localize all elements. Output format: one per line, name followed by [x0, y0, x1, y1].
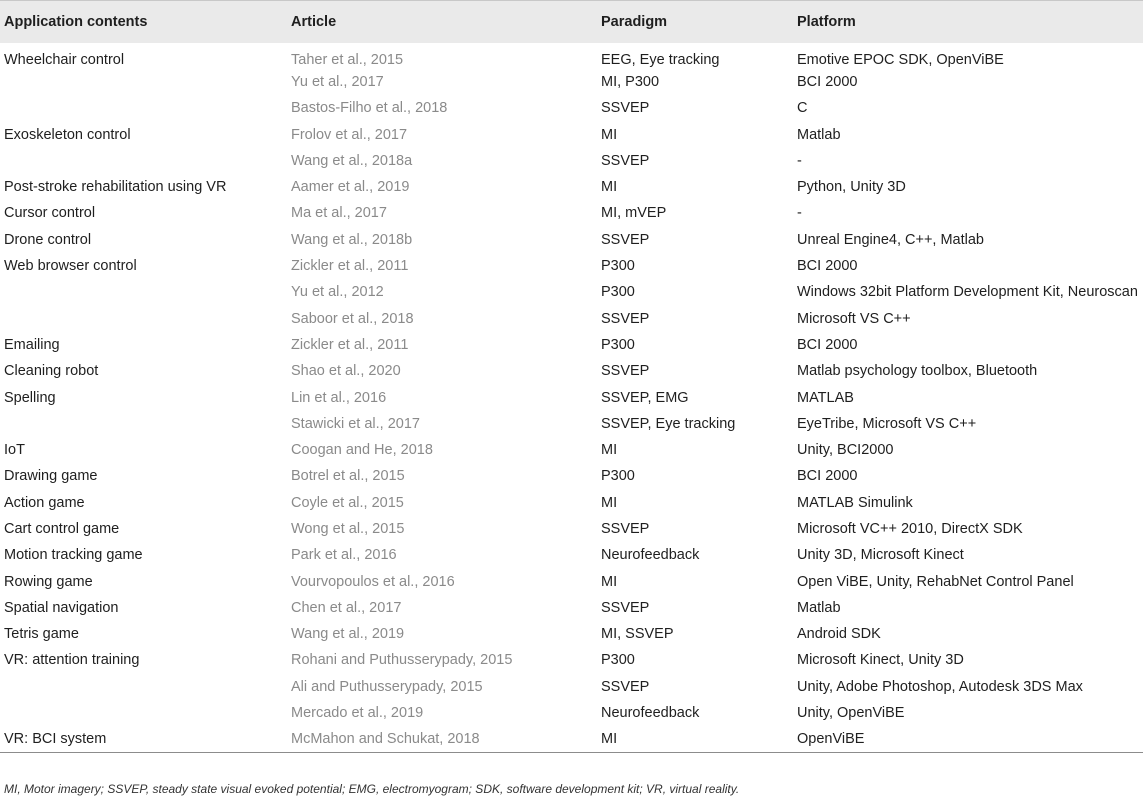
- cell-platform: MATLAB Simulink: [797, 494, 913, 511]
- table-footnote: MI, Motor imagery; SSVEP, steady state visual evoked potential; EMG, electromyogram; SDK, software development kit; VR, virtual reality.: [4, 782, 740, 796]
- table-row: [0, 227, 1143, 253]
- cell-application: [0, 148, 287, 174]
- cell-paradigm: SSVEP: [601, 678, 650, 695]
- cell-article: Yu et al., 2017: [291, 73, 384, 90]
- cell-paradigm: SSVEP: [601, 310, 650, 327]
- table-row: [0, 621, 1143, 647]
- cell-paradigm: P300: [601, 336, 635, 353]
- table-row: [0, 647, 1143, 673]
- cell-application: Wheelchair control: [4, 51, 125, 68]
- table-body: [0, 43, 1143, 753]
- cell-application: Drone control: [4, 231, 92, 248]
- cell-article: Frolov et al., 2017: [291, 126, 408, 143]
- cell-article: Aamer et al., 2019: [291, 179, 410, 196]
- cell-platform: -: [797, 205, 802, 222]
- cell-paradigm: SSVEP: [601, 363, 650, 380]
- cell-platform: Matlab psychology toolbox, Bluetooth: [797, 363, 1038, 380]
- cell-platform: Microsoft Kinect, Unity 3D: [797, 652, 964, 669]
- header-row: [0, 1, 1143, 43]
- table-row: [0, 516, 1143, 542]
- cell-platform: Matlab: [797, 126, 841, 143]
- cell-article: Coyle et al., 2015: [291, 494, 404, 511]
- cell-application: Post-stroke rehabilitation using VR: [4, 179, 227, 196]
- cell-application: [0, 411, 287, 437]
- table-row: [0, 305, 1143, 331]
- table-row: [0, 411, 1143, 437]
- cell-article: Wang et al., 2018a: [291, 152, 413, 169]
- header-application-contents: Application contents: [0, 1, 287, 43]
- cell-article: Wang et al., 2019: [291, 626, 405, 643]
- cell-application: Exoskeleton control: [4, 126, 131, 143]
- cell-paradigm: SSVEP: [601, 100, 650, 117]
- cell-application: Motion tracking game: [4, 547, 143, 564]
- cell-article: Zickler et al., 2011: [291, 258, 409, 275]
- table-row: [0, 437, 1143, 463]
- table-row: [0, 674, 1143, 700]
- cell-application: [0, 279, 287, 305]
- cell-platform: MATLAB: [797, 389, 854, 406]
- cell-article: Park et al., 2016: [291, 547, 397, 564]
- cell-article: Rohani and Puthusserypady, 2015: [291, 652, 513, 669]
- cell-paradigm: P300: [601, 652, 635, 669]
- table-row: [0, 463, 1143, 489]
- cell-paradigm: MI: [601, 442, 618, 459]
- table-row: [0, 148, 1143, 174]
- cell-paradigm: MI, SSVEP: [601, 626, 674, 643]
- cell-paradigm: MI, P300: [601, 73, 660, 90]
- table-row: [0, 542, 1143, 568]
- cell-article: Lin et al., 2016: [291, 389, 387, 406]
- cell-article: Wong et al., 2015: [291, 520, 405, 537]
- table-row: [0, 384, 1143, 410]
- cell-article: Ali and Puthusserypady, 2015: [291, 678, 483, 695]
- table-row: [0, 121, 1143, 147]
- cell-article: Zickler et al., 2011: [291, 336, 409, 353]
- cell-article: Yu et al., 2012: [291, 284, 384, 301]
- cell-platform: -: [797, 152, 802, 169]
- cell-application: [0, 69, 287, 95]
- table-row: [0, 595, 1143, 621]
- table-row: [0, 200, 1143, 226]
- cell-platform: Unreal Engine4, C++, Matlab: [797, 231, 984, 248]
- cell-paradigm: Neurofeedback: [601, 705, 700, 722]
- cell-paradigm: SSVEP, Eye tracking: [601, 415, 736, 432]
- cell-application: Cart control game: [4, 520, 120, 537]
- table-row: [0, 332, 1143, 358]
- header-platform: Platform: [793, 1, 1143, 43]
- cell-platform: Microsoft VC++ 2010, DirectX SDK: [797, 520, 1023, 537]
- cell-platform: Unity 3D, Microsoft Kinect: [797, 547, 964, 564]
- cell-platform: Unity, Adobe Photoshop, Autodesk 3DS Max: [797, 678, 1083, 695]
- cell-application: VR: attention training: [4, 652, 140, 669]
- cell-application: [0, 95, 287, 121]
- cell-paradigm: MI: [601, 494, 618, 511]
- cell-paradigm: SSVEP: [601, 520, 650, 537]
- cell-article: Coogan and He, 2018: [291, 442, 433, 459]
- cell-application: VR: BCI system: [4, 731, 107, 748]
- cell-application: IoT: [4, 442, 25, 459]
- cell-platform: BCI 2000: [797, 336, 858, 353]
- table-row: [0, 279, 1143, 305]
- cell-application: Rowing game: [4, 573, 93, 590]
- cell-article: Bastos-Filho et al., 2018: [291, 100, 448, 117]
- cell-paradigm: MI: [601, 573, 618, 590]
- cell-platform: Matlab: [797, 599, 841, 616]
- table-row: [0, 700, 1143, 726]
- header-paradigm: Paradigm: [597, 1, 793, 43]
- cell-article: Taher et al., 2015: [291, 51, 404, 68]
- cell-platform: Unity, BCI2000: [797, 442, 894, 459]
- table-row: [0, 174, 1143, 200]
- cell-paradigm: SSVEP: [601, 231, 650, 248]
- cell-application: Action game: [4, 494, 85, 511]
- cell-paradigm: P300: [601, 468, 635, 485]
- cell-platform: Unity, OpenViBE: [797, 705, 905, 722]
- cell-article: Ma et al., 2017: [291, 205, 387, 222]
- cell-article: Vourvopoulos et al., 2016: [291, 573, 455, 590]
- cell-application: [0, 700, 287, 726]
- table-row: [0, 95, 1143, 121]
- table-row: [0, 568, 1143, 594]
- cell-application: Spelling: [4, 389, 56, 406]
- table-row: [0, 490, 1143, 516]
- cell-paradigm: EEG, Eye tracking: [601, 51, 720, 68]
- table-row: [0, 726, 1143, 752]
- cell-article: Shao et al., 2020: [291, 363, 401, 380]
- cell-platform: EyeTribe, Microsoft VS C++: [797, 415, 977, 432]
- cell-paradigm: SSVEP: [601, 599, 650, 616]
- cell-platform: BCI 2000: [797, 73, 858, 90]
- cell-paradigm: Neurofeedback: [601, 547, 700, 564]
- table-row: [0, 253, 1143, 279]
- table-row: [0, 69, 1143, 95]
- cell-platform: C: [797, 100, 808, 117]
- cell-paradigm: MI: [601, 179, 618, 196]
- cell-application: Cursor control: [4, 205, 96, 222]
- cell-platform: Open ViBE, Unity, RehabNet Control Panel: [797, 573, 1074, 590]
- cell-application: Web browser control: [4, 258, 137, 275]
- cell-paradigm: SSVEP, EMG: [601, 389, 689, 406]
- cell-application: Spatial navigation: [4, 599, 119, 616]
- cell-article: Mercado et al., 2019: [291, 705, 424, 722]
- cell-paradigm: MI: [601, 731, 618, 748]
- header-article: Article: [287, 1, 597, 43]
- cell-article: McMahon and Schukat, 2018: [291, 731, 480, 748]
- cell-article: Chen et al., 2017: [291, 599, 402, 616]
- cell-platform: Microsoft VS C++: [797, 310, 911, 327]
- table-row: [0, 358, 1143, 384]
- cell-application: Cleaning robot: [4, 363, 99, 380]
- cell-platform: BCI 2000: [797, 258, 858, 275]
- cell-paradigm: P300: [601, 258, 635, 275]
- cell-application: [0, 305, 287, 331]
- cell-article: Wang et al., 2018b: [291, 231, 413, 248]
- cell-application: Tetris game: [4, 626, 79, 643]
- cell-application: Drawing game: [4, 468, 98, 485]
- cell-article: Saboor et al., 2018: [291, 310, 414, 327]
- cell-platform: OpenViBE: [797, 731, 865, 748]
- cell-platform: Emotive EPOC SDK, OpenViBE: [797, 51, 1004, 68]
- cell-paradigm: MI: [601, 126, 618, 143]
- cell-platform: Python, Unity 3D: [797, 179, 906, 196]
- cell-application: Emailing: [4, 336, 60, 353]
- table-header: [0, 1, 1143, 43]
- cell-platform: Windows 32bit Platform Development Kit, Neuroscan: [797, 284, 1138, 301]
- cell-platform: Android SDK: [797, 626, 881, 643]
- cell-article: Botrel et al., 2015: [291, 468, 405, 485]
- cell-article: Stawicki et al., 2017: [291, 415, 420, 432]
- cell-platform: BCI 2000: [797, 468, 858, 485]
- cell-paradigm: SSVEP: [601, 152, 650, 169]
- cell-paradigm: MI, mVEP: [601, 205, 667, 222]
- cell-paradigm: P300: [601, 284, 635, 301]
- cell-application: [0, 674, 287, 700]
- table-row: [0, 43, 1143, 69]
